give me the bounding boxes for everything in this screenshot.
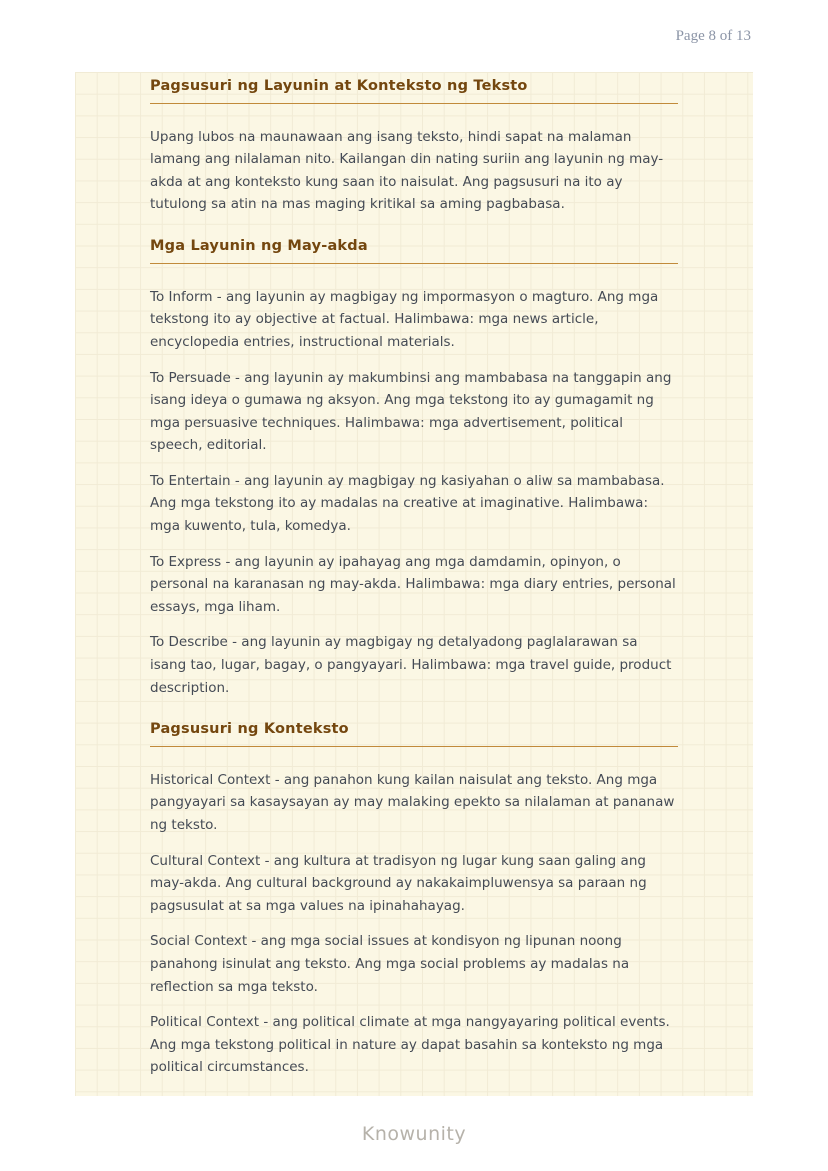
section-paragraph: Cultural Context - ang kultura at tradisyon ng lugar kung saan galing ang may-akda. Ang cultural background ay nakakaimpluwensya sa paraan ng pagsusulat at sa mga values na ipinahahayag. <box>150 852 647 914</box>
section-heading: Mga Layunin ng May-akda <box>150 238 678 264</box>
section-paragraph: Historical Context - ang panahon kung kailan naisulat ang teksto. Ang mga pangyayari sa kasaysayan ay may malaking epekto sa nilalaman at pananaw ng teksto. <box>150 771 675 834</box>
section-heading: Pagsusuri ng Konteksto <box>150 721 678 747</box>
section-paragraph: Social Context - ang mga social issues at kondisyon ng lipunan noong panahong isinulat ang teksto. Ang mga social problems ay madalas na reflection sa mga teksto. <box>150 933 630 995</box>
footer-brand: Knowunity <box>361 1123 467 1145</box>
section-paragraph: To Persuade - ang layunin ay makumbinsi ang mambabasa na tanggapin ang isang ideya o gumawa ng aksyon. Ang mga tekstong ito ay gumagamit ng mga persuasive techniques. Halimbawa: mga advertisement, political speech, editorial. <box>150 369 672 454</box>
section-paragraph: To Express - ang layunin ay ipahayag ang mga damdamin, opinyon, o personal na karanasan ng may-akda. Halimbawa: mga diary entries, personal essays, mga liham. <box>150 553 676 615</box>
section-paragraph: To Entertain - ang layunin ay magbigay ng kasiyahan o aliw sa mambabasa. Ang mga tekstong ito ay madalas na creative at imaginative. Halimbawa: mga kuwento, tula, komedya. <box>150 472 665 535</box>
page-indicator: Page 8 of 13 <box>675 28 751 44</box>
section-paragraph: Upang lubos na maunawaan ang isang teksto, hindi sapat na malaman lamang ang nilalaman nito. Kailangan din nating suriin ang layunin ng may-akda at ang konteksto kung saan ito naisulat. Ang pagsusuri na ito ay tutulong sa atin na mas maging kritikal sa aming pagbabasa. <box>150 128 664 213</box>
section-paragraph: To Describe - ang layunin ay magbigay ng detalyadong paglalarawan sa isang tao, lugar, bagay, o pangyayari. Halimbawa: mga travel guide, product description. <box>150 634 672 696</box>
section-heading: Pagsusuri ng Layunin at Konteksto ng Teksto <box>150 78 678 104</box>
document-body <box>150 72 678 1092</box>
notes-paper <box>75 72 753 1096</box>
section-paragraph: Political Context - ang political climate at mga nangyayaring political events. Ang mga tekstong political in nature ay dapat basahin sa konteksto ng mga political circumstances. <box>150 1014 670 1076</box>
section-paragraph: To Inform - ang layunin ay magbigay ng impormasyon o magturo. Ang mga tekstong ito ay objective at factual. Halimbawa: mga news article, encyclopedia entries, instructional materials. <box>150 288 659 350</box>
